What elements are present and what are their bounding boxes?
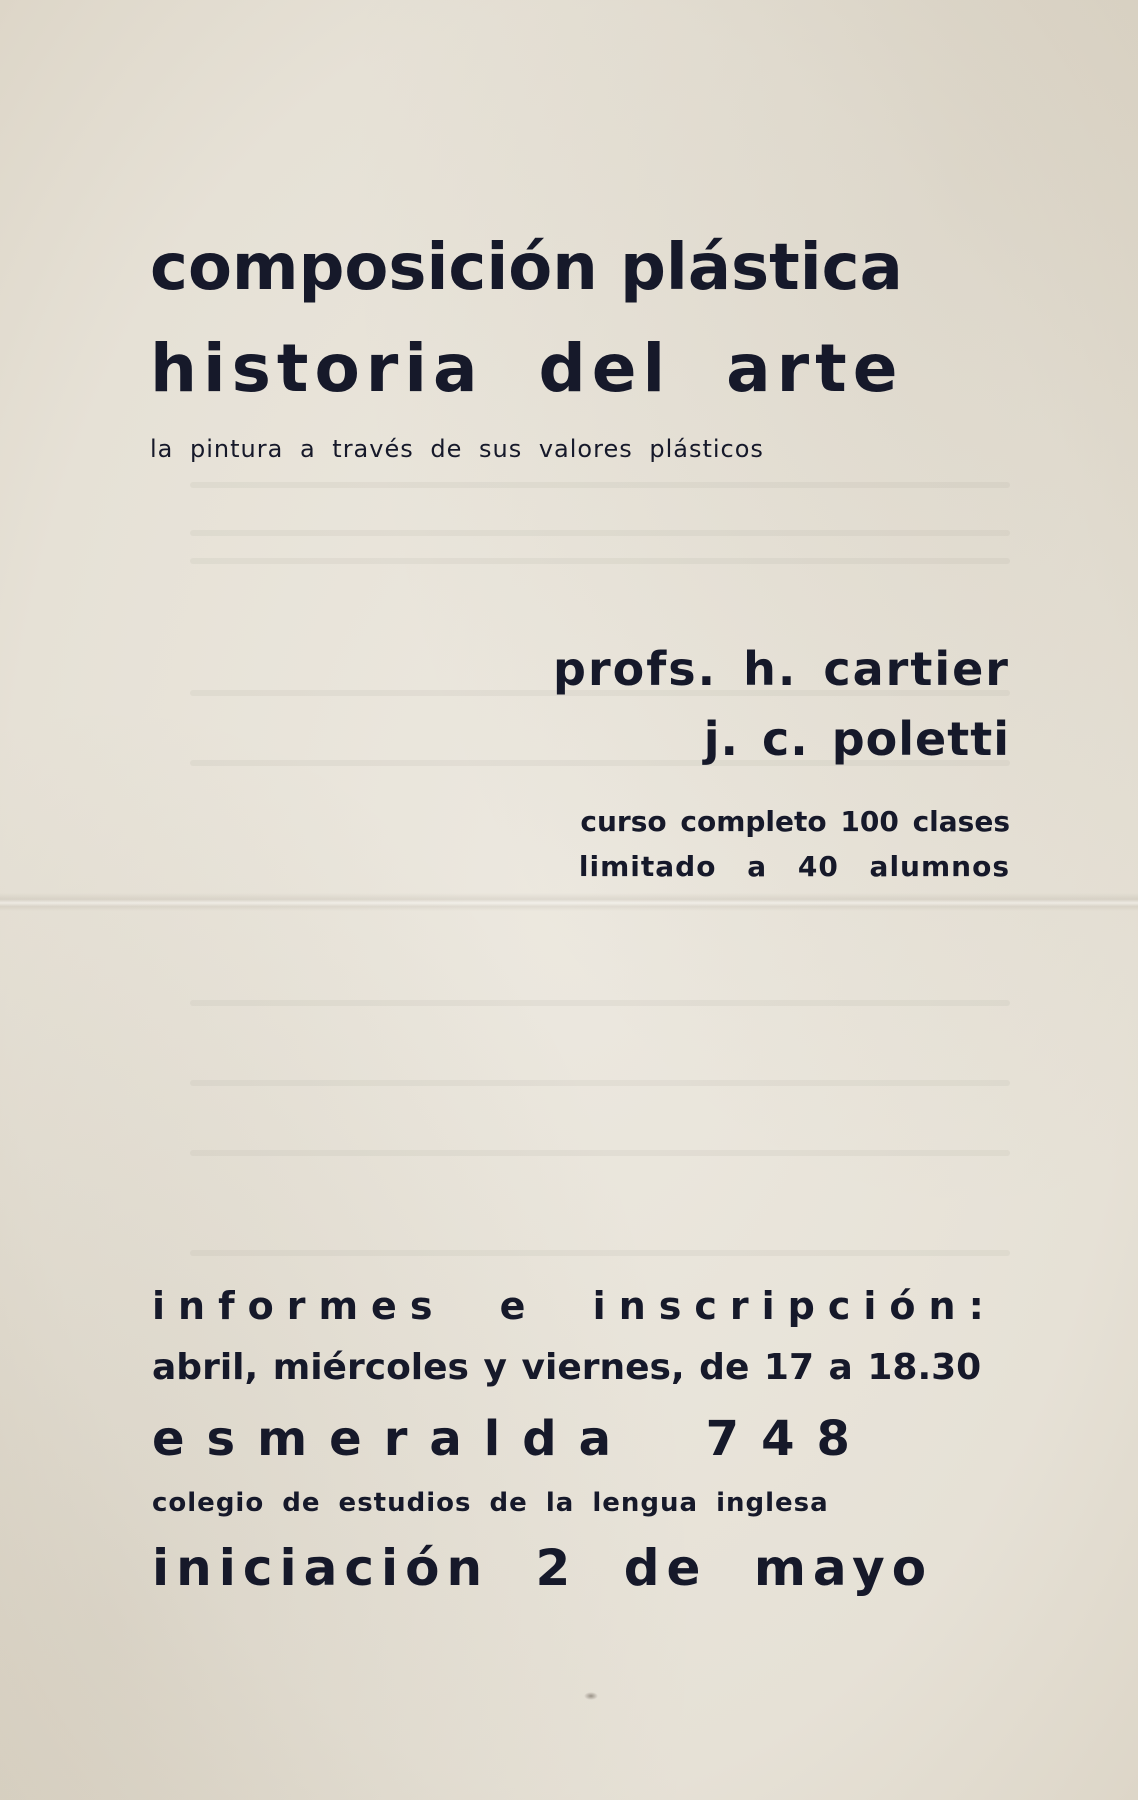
show-through-text: [190, 482, 1010, 488]
show-through-text: [190, 1250, 1010, 1256]
info-heading: informes e inscripción:: [152, 1284, 997, 1328]
paper-fold-crease: [0, 893, 1138, 911]
teacher-line-2: j. c. poletti: [703, 712, 1010, 766]
show-through-text: [190, 1000, 1010, 1006]
show-through-text: [190, 558, 1010, 564]
course-capacity: limitado a 40 alumnos: [578, 850, 1010, 883]
info-schedule: abril, miércoles y viernes, de 17 a 18.30: [152, 1347, 982, 1388]
show-through-text: [190, 530, 1010, 536]
paper-stain: [584, 1692, 598, 1700]
info-address: esmeralda 748: [152, 1411, 872, 1467]
subtitle: la pintura a través de sus valores plásticos: [150, 435, 764, 463]
teacher-line-1: profs. h. cartier: [553, 642, 1010, 696]
info-institution: colegio de estudios de la lengua inglesa: [152, 1488, 829, 1518]
course-length: curso completo 100 clases: [580, 805, 1010, 838]
show-through-text: [190, 1150, 1010, 1156]
title-line-2: historia del arte: [150, 330, 904, 407]
show-through-text: [190, 1080, 1010, 1086]
info-start-date: iniciación 2 de mayo: [152, 1539, 934, 1597]
title-line-1: composición plástica: [150, 231, 903, 305]
